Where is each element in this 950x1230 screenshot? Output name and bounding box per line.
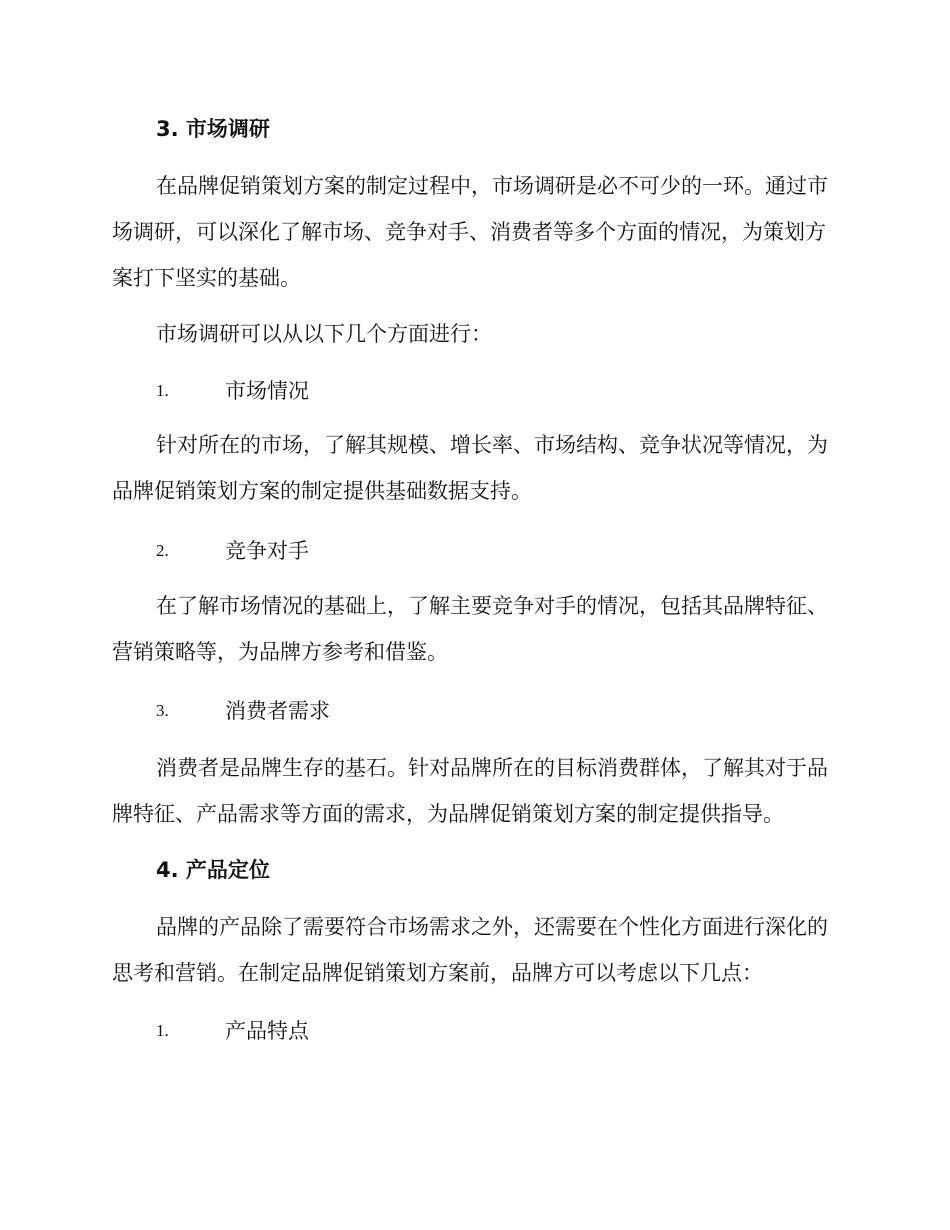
paragraph-market-situation: 针对所在的市场，了解其规模、增长率、市场结构、竞争状况等情况，为品牌促销策划方案的制定提供基础数据支持。 <box>112 433 828 503</box>
paragraph-market-research-aspects: 市场调研可以从以下几个方面进行： <box>156 322 492 346</box>
list-item-title: 市场情况 <box>225 379 309 403</box>
list-item-title: 产品特点 <box>225 1019 309 1043</box>
paragraph-consumer-needs: 消费者是品牌生存的基石。针对品牌所在的目标消费群体，了解其对于品牌特征、产品需求等方面的需求，为品牌促销策划方案的制定提供指导。 <box>112 756 828 826</box>
list-number: 1. <box>156 1021 169 1040</box>
paragraph-market-research-intro: 在品牌促销策划方案的制定过程中，市场调研是必不可少的一环。通过市场调研，可以深化了解市场、竞争对手、消费者等多个方面的情况，为策划方案打下坚实的基础。 <box>112 174 828 290</box>
list-number: 3. <box>156 701 169 720</box>
section-heading-market-research: 3. 市场调研 <box>156 117 270 141</box>
list-item-title: 竞争对手 <box>225 539 309 563</box>
section-heading-product-positioning: 4. 产品定位 <box>156 858 270 882</box>
list-number: 1. <box>156 381 169 400</box>
list-item-title: 消费者需求 <box>225 699 330 723</box>
paragraph-product-positioning-intro: 品牌的产品除了需要符合市场需求之外，还需要在个性化方面进行深化的思考和营销。在制定品牌促销策划方案前，品牌方可以考虑以下几点： <box>112 915 828 985</box>
paragraph-competitors: 在了解市场情况的基础上，了解主要竞争对手的情况，包括其品牌特征、营销策略等，为品牌方参考和借鉴。 <box>112 594 828 664</box>
list-number: 2. <box>156 541 169 560</box>
